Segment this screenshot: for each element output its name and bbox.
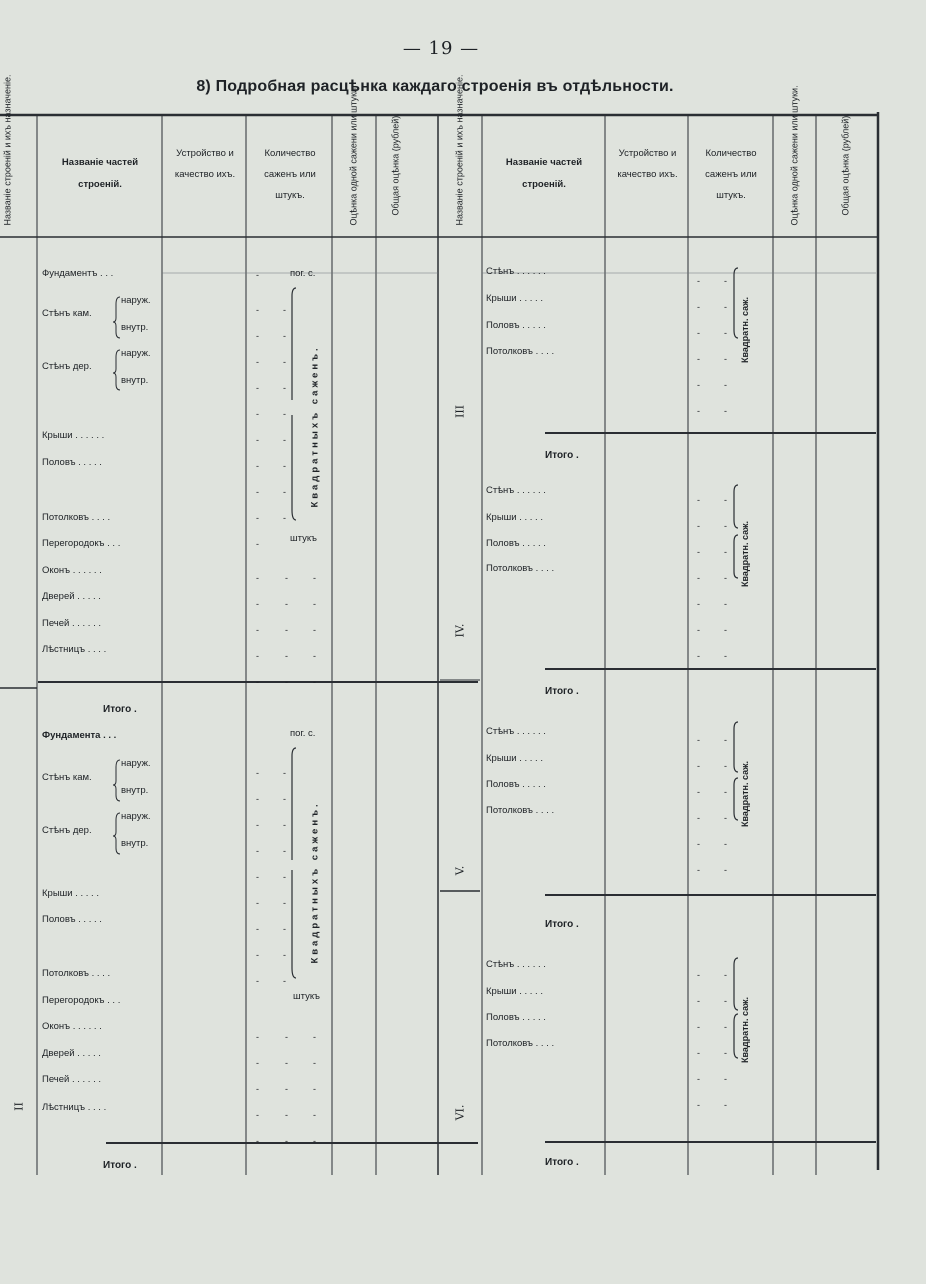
r3-floors: Половъ . . . . . xyxy=(486,320,546,331)
row-inner: внутр. xyxy=(121,322,149,333)
r5-walls: Стѣнъ . . . . . . xyxy=(486,726,546,737)
itogo-III: Итого . xyxy=(545,450,579,461)
row-windows: Оконъ . . . . . . xyxy=(42,565,102,576)
itogo-V: Итого . xyxy=(545,919,579,930)
dash: - - - - - xyxy=(285,573,288,687)
dash: - - - - - - - - - xyxy=(283,768,286,986)
dash: - - - - - - xyxy=(697,970,700,1110)
header-quantity-right: Количество саженъ или штукъ. xyxy=(705,148,757,201)
r4-floors: Половъ . . . . . xyxy=(486,538,546,549)
row2-stairs: Лѣстницъ . . . . xyxy=(42,1102,107,1113)
header-parts: Названіе частей строеній. xyxy=(61,157,139,190)
itogo-left-2: Итого . xyxy=(103,1160,137,1171)
row2-stoves: Печей . . . . . . xyxy=(42,1074,102,1085)
dash: - - - - - xyxy=(285,1032,288,1146)
header-total-right: Общая оцѣнка (рублей). xyxy=(840,113,851,216)
row2-ceilings: Потолковъ . . . . xyxy=(42,968,111,979)
row-floors: Половъ . . . . . xyxy=(42,457,102,468)
row2-walls-wood: Стѣнъ дер. xyxy=(42,825,92,836)
row-walls-wood: Стѣнъ дер. xyxy=(42,361,92,372)
itogo-VI: Итого . xyxy=(545,1157,579,1168)
unit-pog-1: пог. с. xyxy=(290,268,316,279)
dash: - - - - - - xyxy=(697,276,700,416)
row-fundament: Фундаментъ . . . xyxy=(42,268,114,279)
roman-V: V. xyxy=(453,865,467,876)
roman-III: III xyxy=(453,404,467,419)
dash: - - - - - xyxy=(313,573,316,687)
r5-ceilings: Потолковъ . . . . xyxy=(486,805,555,816)
row2-doors: Дверей . . . . . xyxy=(42,1048,101,1059)
dash: - - - - - - xyxy=(724,276,727,416)
r5-unit: Квадратн. саж. xyxy=(740,761,750,827)
unit-pcs-1: штукъ xyxy=(290,533,317,544)
roman-VI: VI. xyxy=(453,1104,467,1121)
r3-ceilings: Потолковъ . . . . xyxy=(486,346,555,357)
row2-inner: внутр. xyxy=(121,785,149,796)
page-number: — 19 — xyxy=(402,38,480,59)
r4-walls: Стѣнъ . . . . . . xyxy=(486,485,546,496)
r6-ceilings: Потолковъ . . . . xyxy=(486,1038,555,1049)
r5-roofs: Крыши . . . . . xyxy=(486,753,543,764)
r6-floors: Половъ . . . . . xyxy=(486,1012,546,1023)
row2-fundament: Фундамента . . . xyxy=(42,730,117,741)
row-inner-2: внутр. xyxy=(121,375,149,386)
unit-pog-2: пог. с. xyxy=(290,728,316,739)
r5-floors: Половъ . . . . . xyxy=(486,779,546,790)
roman-IV: IV. xyxy=(453,623,467,638)
header-unit-price: Оцѣнка одной сажени или штуки. xyxy=(348,85,359,226)
dash: - - - - - - - xyxy=(724,495,727,661)
roman-II: II xyxy=(12,1102,26,1111)
unit-sq-1: Квадратныхъ саженъ. xyxy=(309,345,321,508)
row2-outer: наруж. xyxy=(121,758,151,769)
row2-floors: Половъ . . . . . xyxy=(42,914,102,925)
row2-windows: Оконъ . . . . . . xyxy=(42,1021,102,1032)
dash: - - - - - xyxy=(313,1032,316,1146)
header-total: Общая оцѣнка (рублей). xyxy=(390,113,401,216)
header-quantity: Количество саженъ или штукъ. xyxy=(264,148,316,201)
dash: - - - - - xyxy=(256,1032,259,1146)
r4-roofs: Крыши . . . . . xyxy=(486,512,543,523)
dash: - - - - - - - xyxy=(697,495,700,661)
dash: - xyxy=(256,270,259,280)
dash: - - - - - - xyxy=(697,735,700,875)
row2-walls-stone: Стѣнъ кам. xyxy=(42,772,92,783)
row-stoves: Печей . . . . . . xyxy=(42,618,102,629)
row-doors: Дверей . . . . . xyxy=(42,591,101,602)
r3-unit: Квадратн. саж. xyxy=(740,297,750,363)
unit-pcs-2: штукъ xyxy=(293,991,320,1002)
header-building: Названіе строеній и ихъ назначеніе. xyxy=(2,74,13,226)
page-title: 8) Подробная расцѣнка каждаго строенія въ отдѣльности. xyxy=(196,78,674,95)
header-building-right: Названіе строеній и ихъ назначеніе. xyxy=(454,74,465,226)
r6-walls: Стѣнъ . . . . . . xyxy=(486,959,546,970)
dash: - - - - - - - - - xyxy=(256,768,259,986)
row2-inner-2: внутр. xyxy=(121,838,149,849)
row-stairs: Лѣстницъ . . . . xyxy=(42,644,107,655)
dash: - - - - - - xyxy=(724,735,727,875)
r6-unit: Квадратн. саж. xyxy=(740,997,750,1063)
header-structure-right: Устройство и качество ихъ. xyxy=(617,148,678,180)
dash: - - - - - - xyxy=(724,970,727,1110)
row-outer: наруж. xyxy=(121,295,151,306)
row-roofs: Крыши . . . . . . xyxy=(42,430,105,441)
dash: - - - - - - - - - - xyxy=(256,305,259,549)
r3-roofs: Крыши . . . . . xyxy=(486,293,543,304)
row2-partitions: Перегородокъ . . . xyxy=(42,995,121,1006)
row-ceilings: Потолковъ . . . . xyxy=(42,512,111,523)
row-partitions: Перегородокъ . . . xyxy=(42,538,121,549)
row2-roofs: Крыши . . . . . xyxy=(42,888,99,899)
header-parts-right: Названіе частей строеній. xyxy=(505,157,583,190)
dash: - - - - - xyxy=(256,573,259,687)
r3-walls: Стѣнъ . . . . . . xyxy=(486,266,546,277)
header-structure: Устройство и качество ихъ. xyxy=(174,148,236,180)
itogo-left-1: Итого . xyxy=(103,704,137,715)
r4-ceilings: Потолковъ . . . . xyxy=(486,563,555,574)
dash: - - - - - - - - - xyxy=(283,305,286,523)
itogo-IV: Итого . xyxy=(545,686,579,697)
r6-roofs: Крыши . . . . . xyxy=(486,986,543,997)
row-walls-stone: Стѣнъ кам. xyxy=(42,308,92,319)
row-outer-2: наруж. xyxy=(121,348,151,359)
unit-sq-2: Квадратныхъ саженъ. xyxy=(309,801,321,964)
header-unit-price-right: Оцѣнка одной сажени или штуки. xyxy=(789,85,800,226)
row2-outer-2: наруж. xyxy=(121,811,151,822)
r4-unit: Квадратн. саж. xyxy=(740,521,750,587)
